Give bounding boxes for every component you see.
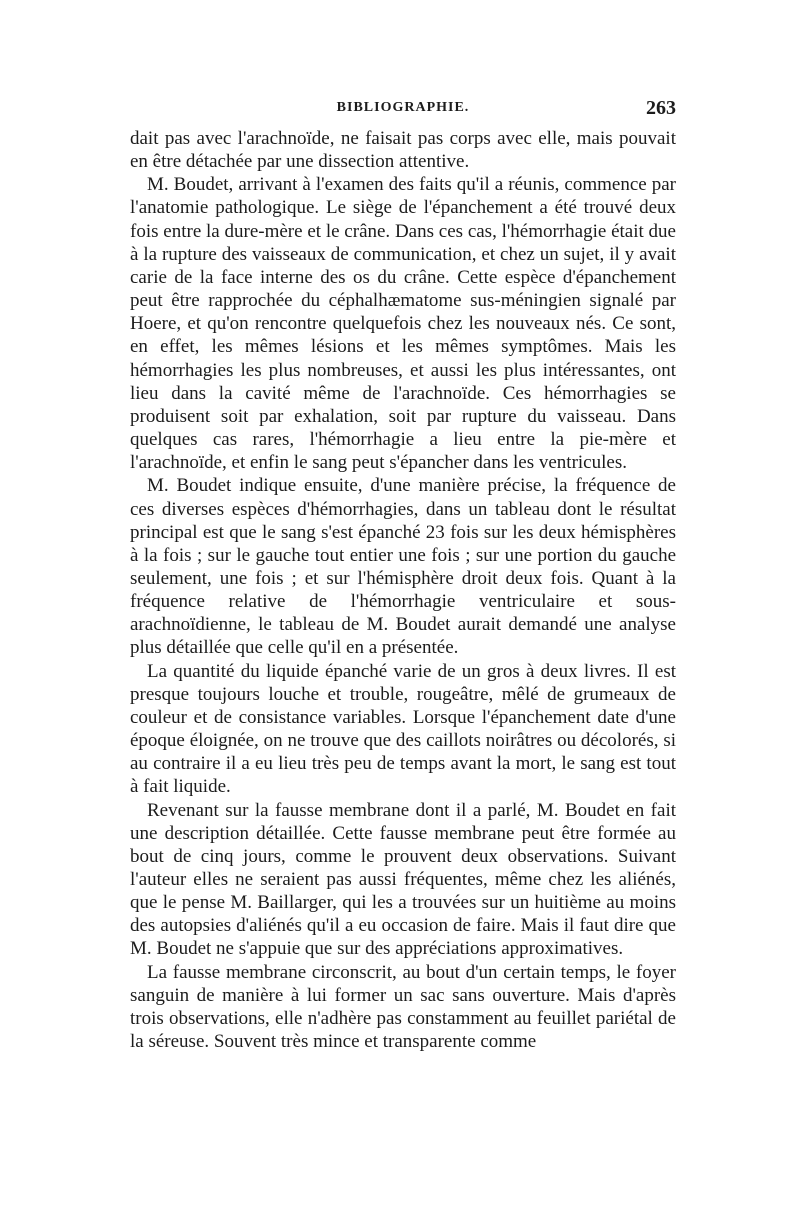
body-text: [130, 127, 676, 1053]
paragraph-continued: dait pas avec l'arachnoïde, ne faisait pas corps avec elle, mais pouvait en être détachée par une dissection attentive.: [130, 128, 676, 173]
paragraph: M. Boudet, arrivant à l'examen des faits qu'il a réunis, commence par l'anatomie pathologique. Le siège de l'épanchement a été trouvé deux fois entre la dure-mère et le crâne. Dans ces cas, l'hémorrhagie était due à la rupture des vaisseaux de communication, et chez un sujet, il y avait carie de la face interne des os du crâne. Cette espèce d'épanchement peut être rapprochée du céphalhæmatome sus-méningien signalé par Hoere, et qu'on rencontre quelquefois chez les nouveaux nés. Ce sont, en effet, les mêmes lésions et les mêmes symptômes. Mais les hémorrhagies les plus nombreuses, et aussi les plus intéressantes, ont lieu dans la cavité même de l'arachnoïde. Ces hémorrhagies se produisent soit par exhalation, soit par rupture du vaisseau. Dans quelques cas rares, l'hémorrhagie a lieu entre la pie-mère et l'arachnoïde, et enfin le sang peut s'épancher dans les ventricules.: [130, 174, 676, 474]
page-number: 263: [646, 97, 676, 119]
paragraph: Revenant sur la fausse membrane dont il a parlé, M. Boudet en fait une description détaillée. Cette fausse membrane peut être formée au bout de cinq jours, comme le prouvent deux observations. Suivant l'auteur elles ne seraient pas aussi fréquentes, même chez les aliénés, que le pense M. Baillarger, qui les a trouvées sur un huitième au moins des autopsies d'aliénés qu'il a eu occasion de faire. Mais il faut dire que M. Boudet ne s'appuie que sur des appréciations approximatives.: [130, 799, 676, 960]
running-head: [130, 97, 676, 126]
paragraph: La fausse membrane circonscrit, au bout d'un certain temps, le foyer sanguin de manière à lui former un sac sans ouverture. Mais d'après trois observations, elle n'adhère pas constamment au feuillet pariétal de la séreuse. Souvent très mince et transparente comme: [130, 961, 676, 1053]
running-title: BIBLIOGRAPHIE.: [336, 100, 470, 115]
paragraph: La quantité du liquide épanché varie de un gros à deux livres. Il est presque toujours louche et trouble, rougeâtre, mêlé de grumeaux de couleur et de consistance variables. Lorsque l'épanchement date d'une époque éloignée, on ne trouve que des caillots noirâtres ou décolorés, si au contraire il a eu lieu très peu de temps avant la mort, le sang est tout à fait liquide.: [130, 660, 676, 798]
paragraph: M. Boudet indique ensuite, d'une manière précise, la fréquence de ces diverses espèces d'hémorrhagies, dans un tableau dont le résultat principal est que le sang s'est épanché 23 fois sur les deux hémisphères à la fois ; sur le gauche tout entier une fois ; sur une portion du gauche seulement, une fois ; et sur l'hémisphère droit deux fois. Quant à la fréquence relative de l'hémorrhagie ventriculaire et sous-arachnoïdienne, le tableau de M. Boudet aurait demandé une analyse plus détaillée que celle qu'il en a présentée.: [130, 475, 676, 659]
